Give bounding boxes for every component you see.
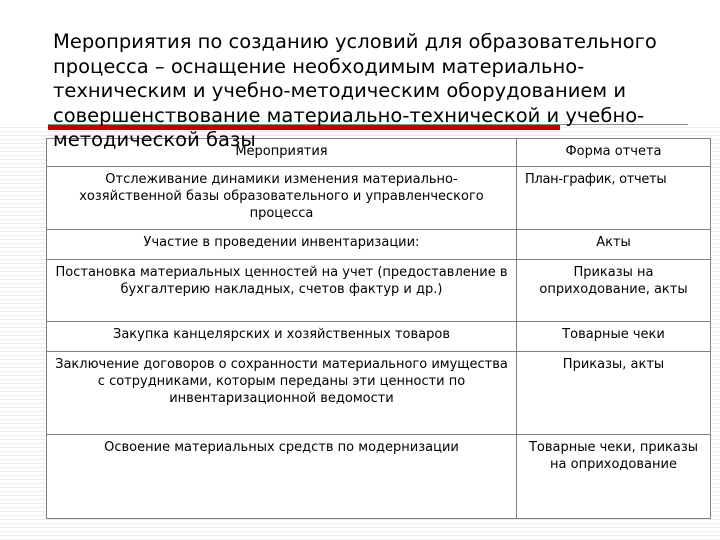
table-row [47,352,711,435]
activity-cell: Заключение договоров о сохранности материального имущества с сотрудниками, которым переданы эти ценности по инвентаризационной ведомости [47,352,517,435]
activity-cell: Отслеживание динамики изменения материально-хозяйственной базы образовательного и управленческого процесса [47,167,517,230]
activity-cell: Постановка материальных ценностей на учет (предоставление в бухгалтерию накладных, счетов фактур и др.) [47,260,517,322]
table-row [47,167,711,230]
report-cell: Приказы на оприходование, акты [517,260,711,322]
activity-cell: Участие в проведении инвентаризации: [47,230,517,260]
table-row [47,322,711,352]
activity-cell: Освоение материальных средств по модернизации [47,435,517,519]
report-cell: Товарные чеки [517,322,711,352]
activities-table [46,138,711,519]
table-row [47,230,711,260]
table-row [47,435,711,519]
report-cell: Товарные чеки, приказы на оприходование [517,435,711,519]
report-cell: Акты [517,230,711,260]
report-cell: План-график, отчеты [517,167,711,230]
report-cell: Приказы, акты [517,352,711,435]
activity-cell: Закупка канцелярских и хозяйственных товаров [47,322,517,352]
table-row [47,260,711,322]
header-report-form: Форма отчета [517,139,711,167]
header-activities: Мероприятия [47,139,517,167]
page-title: Мероприятия по созданию условий для образовательного процесса – оснащение необходимым материально-техническим и учебно-методическим оборудованием и совершенствование материально-технической и учебно-методической базы [53,30,657,151]
